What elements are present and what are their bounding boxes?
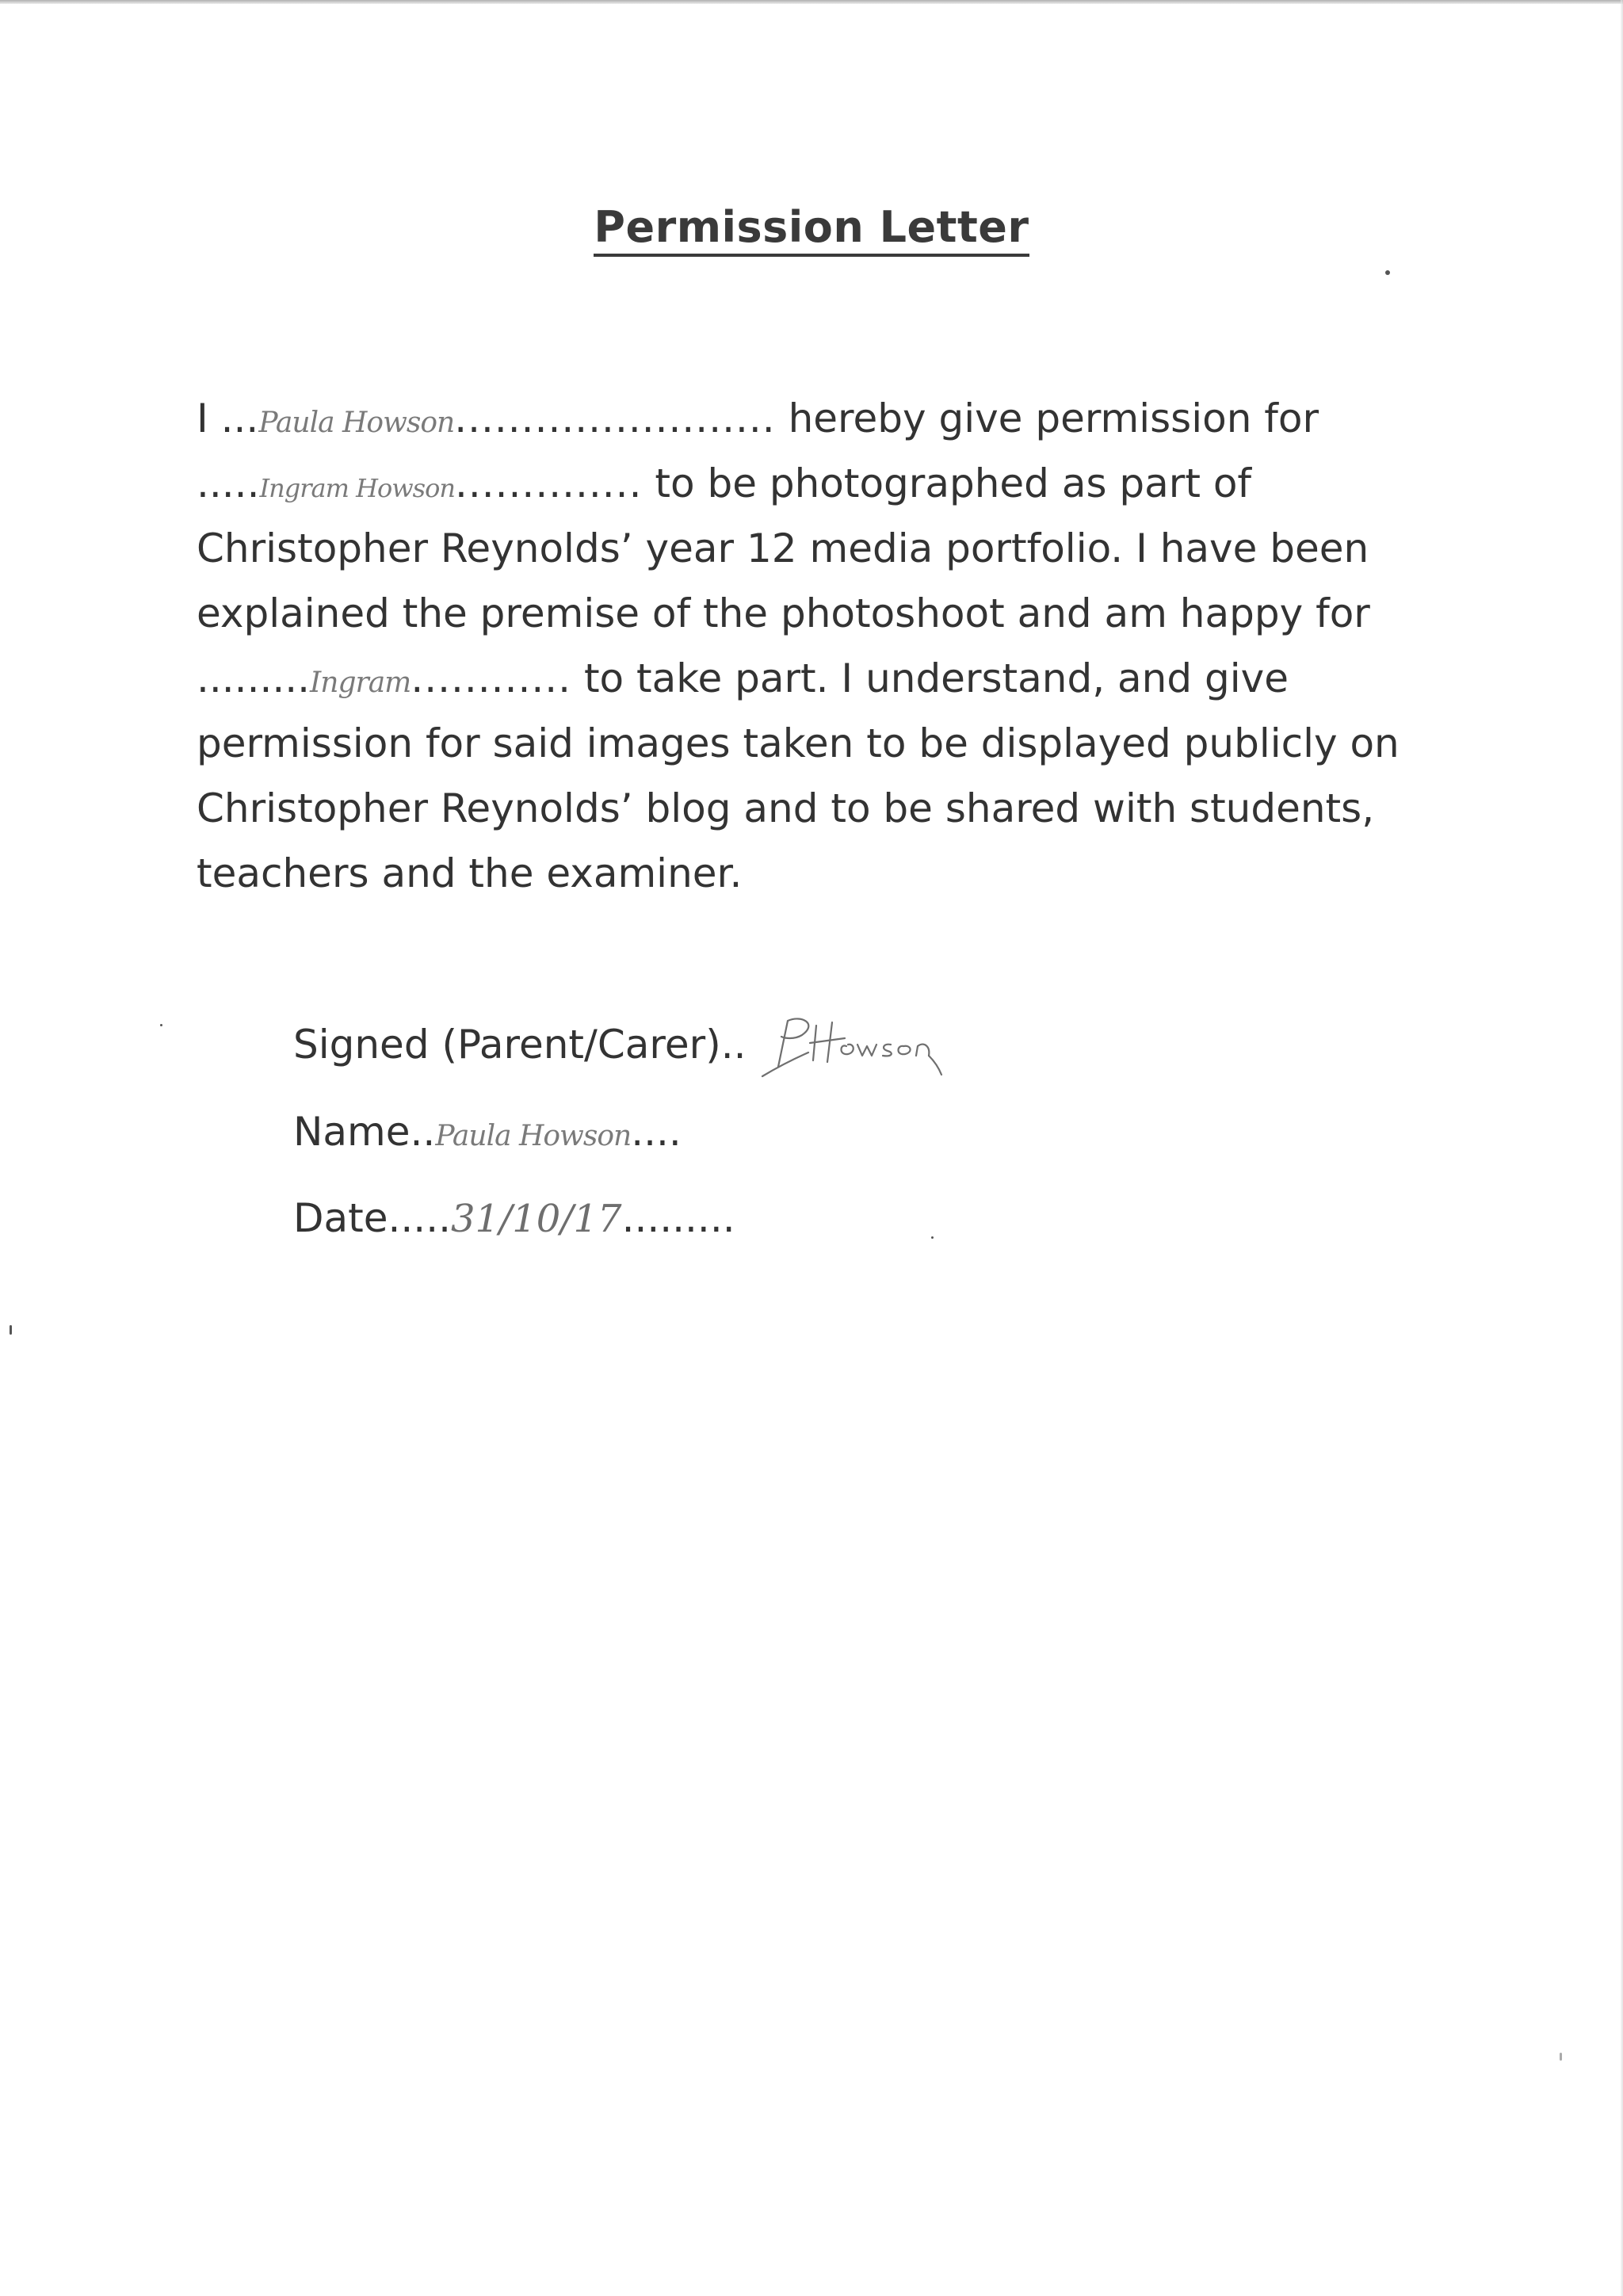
line5-suffix: to take part. I understand, and give	[571, 655, 1289, 701]
scan-speck	[10, 1325, 12, 1335]
paragraph-line-1	[197, 395, 1319, 447]
scan-speck	[931, 1236, 934, 1239]
line1-prefix: I ...	[197, 395, 259, 441]
title-text: Permission Letter	[594, 202, 1029, 257]
date-label: Date	[293, 1195, 388, 1241]
name-dots-after: ....	[631, 1109, 682, 1155]
signed-row	[293, 1021, 992, 1068]
date-dots-before: .....	[388, 1195, 451, 1241]
name-row	[293, 1108, 682, 1160]
date-row	[293, 1194, 735, 1243]
name-label: Name	[293, 1109, 411, 1155]
handwritten-signature	[747, 1021, 992, 1068]
paragraph-line-4: explained the premise of the photoshoot and am happy for	[197, 590, 1370, 636]
line2-dots: ..............	[454, 460, 643, 506]
paragraph-line-5	[197, 655, 1289, 707]
line1-dots: ........................	[454, 395, 776, 441]
handwritten-child-name: Ingram Howson	[259, 473, 455, 503]
paragraph-line-6: permission for said images taken to be displayed publicly on	[197, 720, 1400, 766]
handwritten-printed-name: Paula Howson	[435, 1120, 632, 1152]
paragraph-line-2	[197, 460, 1251, 512]
document-title	[0, 202, 1623, 252]
paragraph-line-7: Christopher Reynolds’ blog and to be shared with students,	[197, 785, 1375, 831]
line2-suffix: to be photographed as part of	[642, 460, 1252, 506]
line1-suffix: hereby give permission for	[775, 395, 1319, 441]
handwritten-child-first-name: Ingram	[310, 667, 411, 699]
signature-drawing	[747, 1011, 1008, 1083]
name-dots-before: ..	[410, 1109, 436, 1155]
scan-edge-top	[0, 0, 1623, 4]
line5-prefix: .........	[197, 655, 311, 701]
paragraph-line-8: teachers and the examiner.	[197, 850, 743, 896]
handwritten-date: 31/10/17	[450, 1197, 622, 1241]
scan-speck	[160, 1024, 162, 1026]
handwritten-parent-name: Paula Howson	[258, 407, 455, 439]
line2-prefix: .....	[197, 460, 260, 506]
scan-speck	[1385, 270, 1390, 275]
scan-speck	[1560, 2053, 1562, 2061]
line5-dots: ............	[411, 655, 572, 701]
date-dots-after: .........	[621, 1195, 735, 1241]
signed-dots: ..	[720, 1022, 747, 1068]
signed-label: Signed (Parent/Carer)	[293, 1022, 721, 1068]
paragraph-line-3: Christopher Reynolds’ year 12 media portfolio. I have been	[197, 525, 1369, 571]
